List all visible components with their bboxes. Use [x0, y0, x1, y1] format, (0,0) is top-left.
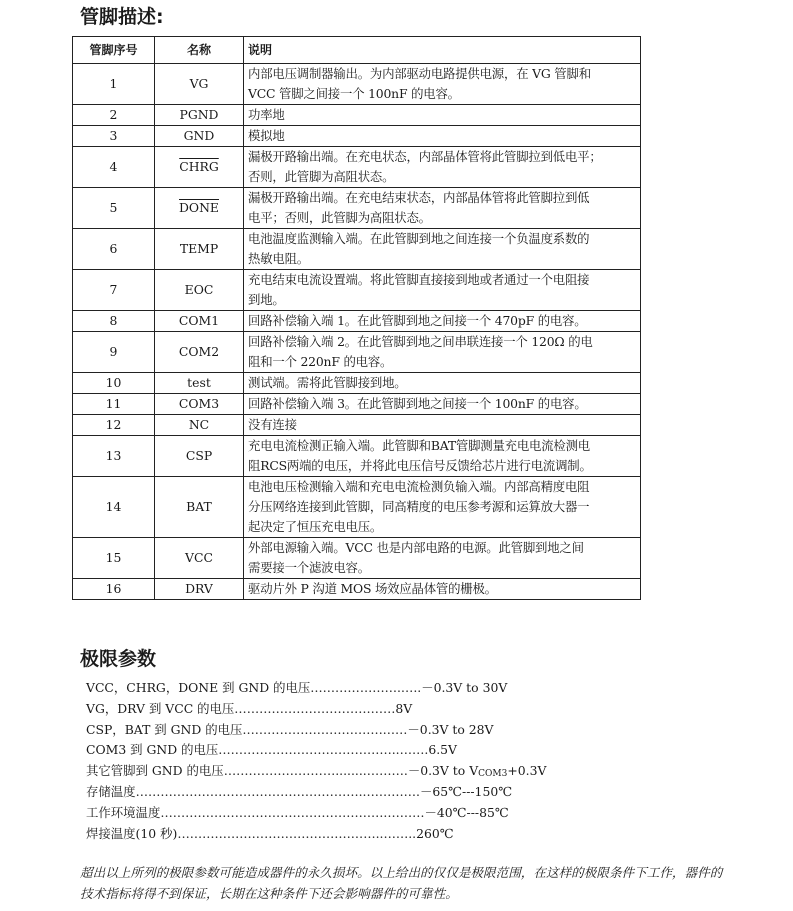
pin-description — [244, 229, 641, 270]
pin-description — [244, 394, 641, 415]
table-row — [73, 579, 641, 600]
limits-list — [86, 678, 546, 844]
limit-value-subscript: COM3 — [478, 769, 508, 780]
pin-name — [155, 64, 244, 105]
description-line: 功率地 — [248, 107, 285, 122]
pin-name-text: EOC — [184, 282, 214, 297]
pin-description — [244, 188, 641, 229]
header-description: 说明 — [244, 37, 641, 64]
limit-value: －0.3V to 28V — [407, 721, 494, 737]
table-row — [73, 105, 641, 126]
pin-name-text: TEMP — [179, 241, 219, 256]
pin-name-text: GND — [183, 128, 215, 143]
limit-value: －65℃---150℃ — [419, 783, 513, 799]
limit-dots: ………………………........………. — [223, 763, 408, 779]
limit-value: 6.5V — [428, 742, 457, 758]
limit-dots: …………………………….…… — [242, 721, 408, 737]
pin-name — [155, 147, 244, 188]
limit-item — [86, 678, 546, 699]
pin-number: 5 — [73, 188, 155, 229]
description-line: 回路补偿输入端 2。在此管脚到地之间串联连接一个 120Ω 的电 — [248, 334, 593, 349]
description-line: 充电结束电流设置端。将此管脚直接接到地或者通过一个电阻接 — [248, 272, 590, 287]
pin-name-text: DRV — [185, 581, 213, 596]
pin-number: 4 — [73, 147, 155, 188]
pin-name-text: COM1 — [178, 313, 220, 328]
limit-value: －40℃---85℃ — [424, 804, 509, 820]
limit-dots: …………………………………………..…….. — [177, 825, 417, 841]
pin-number: 14 — [73, 477, 155, 538]
table-row — [73, 126, 641, 147]
description-line: 分压网络连接到此管脚，同高精度的电压参考源和运算放大器一 — [248, 499, 590, 514]
pin-number: 12 — [73, 415, 155, 436]
pin-description — [244, 373, 641, 394]
limit-item — [86, 782, 546, 803]
table-row — [73, 477, 641, 538]
pin-name — [155, 229, 244, 270]
pin-number: 2 — [73, 105, 155, 126]
pin-name — [155, 126, 244, 147]
pin-number: 6 — [73, 229, 155, 270]
pin-name-text: NC — [188, 417, 210, 432]
limit-dots: ……………………………………..……. — [218, 742, 429, 758]
description-line: 漏极开路输出端。在充电状态，内部晶体管将此管脚拉到低电平； — [248, 149, 602, 164]
pin-number: 10 — [73, 373, 155, 394]
pin-name-text: VCC — [185, 550, 213, 565]
limit-label: VCC，CHRG，DONE 到 GND 的电压 — [86, 680, 311, 695]
pin-name — [155, 270, 244, 311]
pin-description — [244, 126, 641, 147]
limit-label: 焊接温度(10 秒) — [86, 825, 178, 841]
limit-label: 工作环境温度 — [86, 804, 161, 820]
limit-value: －0.3V to 30V — [421, 680, 508, 695]
description-line: 测试端。需将此管脚接到地。 — [248, 375, 407, 390]
pin-name — [155, 415, 244, 436]
description-line: 回路补偿输入端 3。在此管脚到地之间接一个 100nF 的电容。 — [248, 396, 587, 411]
pin-description — [244, 311, 641, 332]
description-line: 阻和一个 220nF 的电容。 — [248, 354, 393, 369]
pin-name-text: COM3 — [178, 396, 220, 411]
pin-number: 8 — [73, 311, 155, 332]
table-row — [73, 229, 641, 270]
pin-table-header — [73, 37, 641, 64]
table-row — [73, 373, 641, 394]
pin-description-title: 管脚描述: — [80, 6, 164, 28]
limit-item — [86, 761, 546, 782]
table-row — [73, 538, 641, 579]
description-line: 电池电压检测输入端和充电电流检测负输入端。内部高精度电阻 — [248, 479, 590, 494]
limit-value: 260℃ — [416, 825, 454, 841]
pin-name — [155, 579, 244, 600]
limit-label: COM3 到 GND 的电压 — [86, 742, 219, 758]
limit-item — [86, 720, 546, 741]
pin-name-text: CHRG — [179, 159, 219, 174]
table-row — [73, 436, 641, 477]
pin-name — [155, 394, 244, 415]
pin-description — [244, 579, 641, 600]
description-line: 起决定了恒压充电电压。 — [248, 519, 383, 534]
limit-label: VG，DRV 到 VCC 的电压 — [86, 700, 235, 716]
limit-label: 存储温度 — [86, 783, 136, 799]
pin-number: 13 — [73, 436, 155, 477]
pin-number: 9 — [73, 332, 155, 373]
limit-dots: ……………………………………………….……… — [160, 804, 425, 820]
limit-dots: ………………………………… — [234, 700, 396, 716]
description-line: 回路补偿输入端 1。在此管脚到地之间接一个 470pF 的电容。 — [248, 313, 587, 328]
description-line: 内部电压调制器输出。为内部驱动电路提供电源，在 VG 管脚和 — [248, 66, 591, 81]
pin-description — [244, 436, 641, 477]
pin-name-text: BAT — [186, 499, 212, 514]
limit-item — [86, 824, 546, 845]
limit-dots: ………………………………………………..…………. — [135, 783, 420, 799]
description-line: 电池温度监测输入端。在此管脚到地之间连接一个负温度系数的 — [248, 231, 590, 246]
pin-name-text: DONE — [179, 200, 219, 215]
pin-number: 16 — [73, 579, 155, 600]
pin-name-text: CSP — [185, 448, 213, 463]
description-line: 否则，此管脚为高阻状态。 — [248, 169, 395, 184]
pin-description — [244, 147, 641, 188]
pin-number: 7 — [73, 270, 155, 311]
description-line: 外部电源输入端。VCC 也是内部电路的电源。此管脚到地之间 — [248, 540, 584, 555]
limit-item — [86, 699, 546, 720]
description-line: 电平；否则，此管脚为高阻状态。 — [248, 210, 431, 225]
pin-name-text: test — [187, 375, 211, 390]
pin-table-body — [73, 64, 641, 600]
description-line: 没有连接 — [248, 417, 297, 432]
pin-description — [244, 415, 641, 436]
pin-name-text: VG — [189, 76, 209, 91]
header-pin-number: 管脚序号 — [73, 37, 155, 64]
pin-name — [155, 436, 244, 477]
limit-item — [86, 803, 546, 824]
absolute-max-title: 极限参数 — [80, 648, 157, 670]
table-row — [73, 64, 641, 105]
table-row — [73, 270, 641, 311]
pin-name — [155, 311, 244, 332]
pin-name — [155, 332, 244, 373]
table-row — [73, 394, 641, 415]
warning-note: 超出以上所列的极限参数可能造成器件的永久损坏。以上给出的仅仅是极限范围，在这样的极限条件下工作，器件的技术指标将得不到保证，长期在这种条件下还会影响器件的可靠性。 — [80, 865, 723, 901]
limit-value: －0.3V to V — [407, 763, 479, 779]
table-row — [73, 415, 641, 436]
table-row — [73, 332, 641, 373]
pin-description — [244, 64, 641, 105]
limit-value-suffix: +0.3V — [507, 763, 547, 779]
description-line: 驱动片外 P 沟道 MOS 场效应晶体管的栅极。 — [248, 581, 497, 596]
table-row — [73, 188, 641, 229]
description-line: 热敏电阻。 — [248, 251, 309, 266]
pin-name — [155, 188, 244, 229]
limit-value: 8V — [395, 700, 413, 716]
description-line: 漏极开路输出端。在充电结束状态，内部晶体管将此管脚拉到低 — [248, 190, 590, 205]
pin-number: 3 — [73, 126, 155, 147]
pin-name — [155, 538, 244, 579]
limit-label: CSP，BAT 到 GND 的电压 — [86, 721, 243, 737]
table-row — [73, 147, 641, 188]
limit-dots: ………………….….. — [310, 680, 422, 695]
limit-item — [86, 740, 546, 761]
pin-name — [155, 373, 244, 394]
pin-name-text: COM2 — [178, 344, 220, 359]
pin-description — [244, 270, 641, 311]
header-name: 名称 — [155, 37, 244, 64]
description-line: VCC 管脚之间接一个 100nF 的电容。 — [248, 86, 460, 101]
pin-table — [72, 36, 641, 600]
pin-description — [244, 332, 641, 373]
pin-number: 11 — [73, 394, 155, 415]
pin-description — [244, 538, 641, 579]
description-line: 需要接一个滤波电容。 — [248, 560, 370, 575]
pin-name — [155, 477, 244, 538]
table-row — [73, 311, 641, 332]
pin-name — [155, 105, 244, 126]
pin-description — [244, 477, 641, 538]
description-line: 充电电流检测正输入端。此管脚和BAT管脚测量充电电流检测电 — [248, 438, 590, 453]
description-line: 阻RCS两端的电压，并将此电压信号反馈给芯片进行电流调制。 — [248, 458, 592, 473]
description-line: 到地。 — [248, 292, 285, 307]
pin-description — [244, 105, 641, 126]
description-line: 模拟地 — [248, 128, 285, 143]
pin-number: 15 — [73, 538, 155, 579]
pin-name-text: PGND — [179, 107, 219, 122]
limit-label: 其它管脚到 GND 的电压 — [86, 763, 224, 779]
pin-number: 1 — [73, 64, 155, 105]
